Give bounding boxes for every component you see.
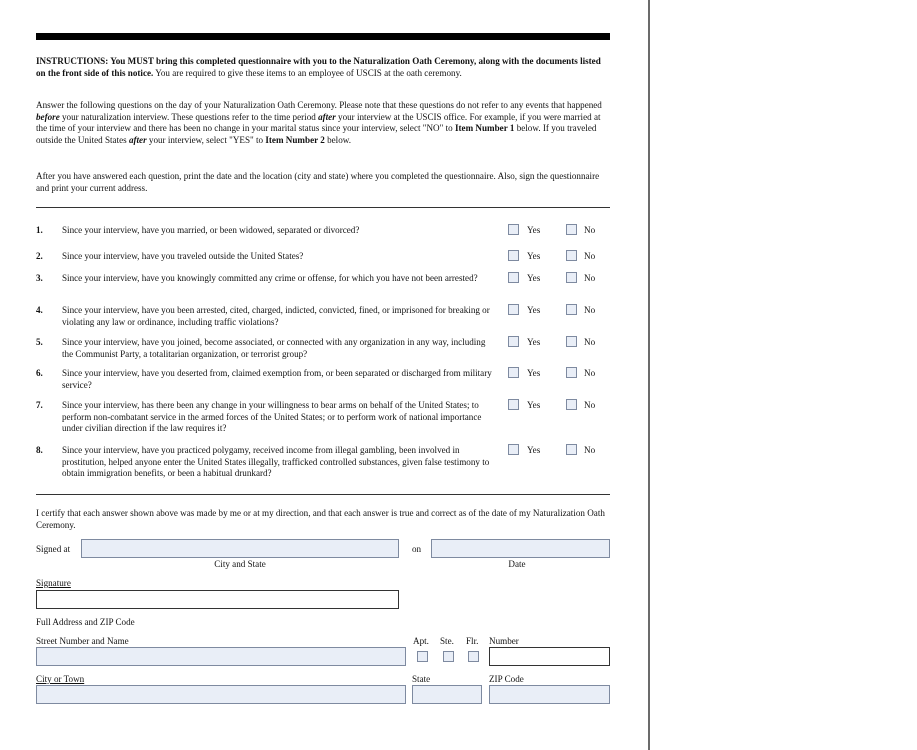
question-text: Since your interview, have you traveled outside the United States?: [62, 251, 304, 261]
no-label: No: [584, 273, 596, 283]
unit-number-field[interactable]: [489, 647, 610, 666]
no-label: No: [584, 337, 596, 347]
number-label: Number: [489, 636, 519, 646]
p2-text-d: below. If you traveled outside the United States: [36, 123, 597, 145]
header-rule: [36, 33, 610, 40]
state-field[interactable]: [412, 685, 482, 704]
q1-no-checkbox[interactable]: [566, 224, 577, 235]
apt-checkbox[interactable]: [417, 651, 428, 662]
ste-label: Ste.: [440, 636, 454, 646]
q6-no-checkbox[interactable]: [566, 367, 577, 378]
q8-no-checkbox[interactable]: [566, 444, 577, 455]
section-divider: [36, 494, 610, 495]
p2-after-1: after: [318, 111, 336, 122]
p2-text-b: your naturalization interview. These questions refer to the time period: [59, 111, 319, 122]
instructions-text: You are required to give these items to an employee of USCIS at the oath ceremony.: [153, 67, 462, 78]
p2-before: before: [36, 111, 60, 122]
p2-item-2: Item Number 2: [265, 134, 325, 145]
no-label: No: [584, 445, 596, 455]
city-state-field[interactable]: [81, 539, 399, 558]
flr-label: Flr.: [466, 636, 479, 646]
q7-no-checkbox[interactable]: [566, 399, 577, 410]
question-number: 6.: [36, 368, 43, 378]
q5-yes-checkbox[interactable]: [508, 336, 519, 347]
question-number: 1.: [36, 225, 43, 235]
q5-no-checkbox[interactable]: [566, 336, 577, 347]
signed-at-label: Signed at: [36, 544, 71, 554]
question-text: Since your interview, have you knowingly committed any crime or offense, for which you have not been arrested?: [62, 273, 478, 283]
instructions-paragraph-2: [36, 100, 610, 146]
blank-right-pane: [650, 0, 917, 750]
instructions-bold-text: INSTRUCTIONS: You MUST bring this completed questionnaire with you to the Naturalization Oath Ceremony, along with the documents listed on the front side of this notice.: [36, 56, 601, 78]
flr-checkbox[interactable]: [468, 651, 479, 662]
question-number: 7.: [36, 400, 43, 410]
yes-label: Yes: [527, 225, 541, 235]
question-number: 4.: [36, 305, 43, 315]
question-number: 3.: [36, 273, 43, 283]
question-number: 8.: [36, 445, 43, 455]
no-label: No: [584, 368, 596, 378]
zip-label: ZIP Code: [489, 674, 524, 684]
instructions-paragraph-3: After you have answered each question, print the date and the location (city and state) where you completed the questionnaire. Also, sign the questionnaire and print your current address.: [36, 171, 600, 193]
no-label: No: [584, 225, 596, 235]
yes-label: Yes: [527, 445, 541, 455]
p2-text-f: below.: [324, 134, 351, 145]
city-town-field[interactable]: [36, 685, 406, 704]
signature-field[interactable]: [36, 590, 399, 609]
p2-text-a: Answer the following questions on the day of your Naturalization Oath Ceremony. Please note that these questions do not refer to any events that happened: [36, 100, 602, 110]
q2-yes-checkbox[interactable]: [508, 250, 519, 261]
certification-statement: I certify that each answer shown above was made by me or at my direction, and that each answer is true and correct as of the date of my Naturalization Oath Ceremony.: [36, 508, 605, 530]
no-label: No: [584, 251, 596, 261]
ste-checkbox[interactable]: [443, 651, 454, 662]
q1-yes-checkbox[interactable]: [508, 224, 519, 235]
q3-no-checkbox[interactable]: [566, 272, 577, 283]
question-text: Since your interview, has there been any change in your willingness to bear arms on behalf of the United States; to perform non-combatant service in the armed forces of the United States; or to perform work of national importance under civilian direction if the law requires it?: [62, 400, 482, 434]
p2-after-2: after: [128, 134, 147, 145]
p2-item-1: Item Number 1: [454, 123, 515, 134]
no-label: No: [584, 305, 596, 315]
p2-text-c: your interview at the USCIS office. For example, if you were married at the time of your interview and there has been no change in your marital status since your interview, select "NO" to: [36, 111, 601, 134]
no-label: No: [584, 400, 596, 410]
instructions-paragraph-1: [36, 56, 610, 79]
yes-label: Yes: [527, 337, 541, 347]
section-divider: [36, 207, 610, 208]
full-address-label: Full Address and ZIP Code: [36, 617, 135, 627]
street-field[interactable]: [36, 647, 406, 666]
q4-yes-checkbox[interactable]: [508, 304, 519, 315]
question-text: Since your interview, have you deserted from, claimed exemption from, or been separated or discharged from military service?: [62, 368, 492, 390]
city-town-label: City or Town: [36, 674, 85, 684]
yes-label: Yes: [527, 400, 541, 410]
question-text: Since your interview, have you married, or been widowed, separated or divorced?: [62, 225, 360, 235]
zip-field[interactable]: [489, 685, 610, 704]
yes-label: Yes: [527, 251, 541, 261]
question-number: 5.: [36, 337, 43, 347]
city-state-caption: City and State: [214, 559, 266, 569]
date-field[interactable]: [431, 539, 610, 558]
question-text: Since your interview, have you practiced polygamy, received income from illegal gambling, been involved in prostitution, helped anyone enter the United States illegally, trafficked controlled substances, given false testimony to obtain immigration benefits, or been a habitual drunkard?: [62, 445, 490, 479]
yes-label: Yes: [527, 305, 541, 315]
q3-yes-checkbox[interactable]: [508, 272, 519, 283]
signature-label: Signature: [36, 578, 71, 588]
question-text: Since your interview, have you been arrested, cited, charged, indicted, convicted, fined, or imprisoned for breaking or violating any law or ordinance, including traffic violations?: [62, 305, 490, 327]
question-number: 2.: [36, 251, 43, 261]
q8-yes-checkbox[interactable]: [508, 444, 519, 455]
yes-label: Yes: [527, 273, 541, 283]
q7-yes-checkbox[interactable]: [508, 399, 519, 410]
question-text: Since your interview, have you joined, become associated, or connected with any organization in any way, including the Communist Party, a totalitarian organization, or terrorist group?: [62, 337, 486, 359]
q2-no-checkbox[interactable]: [566, 250, 577, 261]
date-caption: Date: [508, 559, 526, 569]
state-label: State: [412, 674, 431, 684]
street-label: Street Number and Name: [36, 636, 129, 646]
apt-label: Apt.: [413, 636, 429, 646]
q6-yes-checkbox[interactable]: [508, 367, 519, 378]
yes-label: Yes: [527, 368, 541, 378]
q4-no-checkbox[interactable]: [566, 304, 577, 315]
on-label: on: [412, 544, 422, 554]
p2-text-e: your interview, select "YES" to: [146, 134, 266, 145]
